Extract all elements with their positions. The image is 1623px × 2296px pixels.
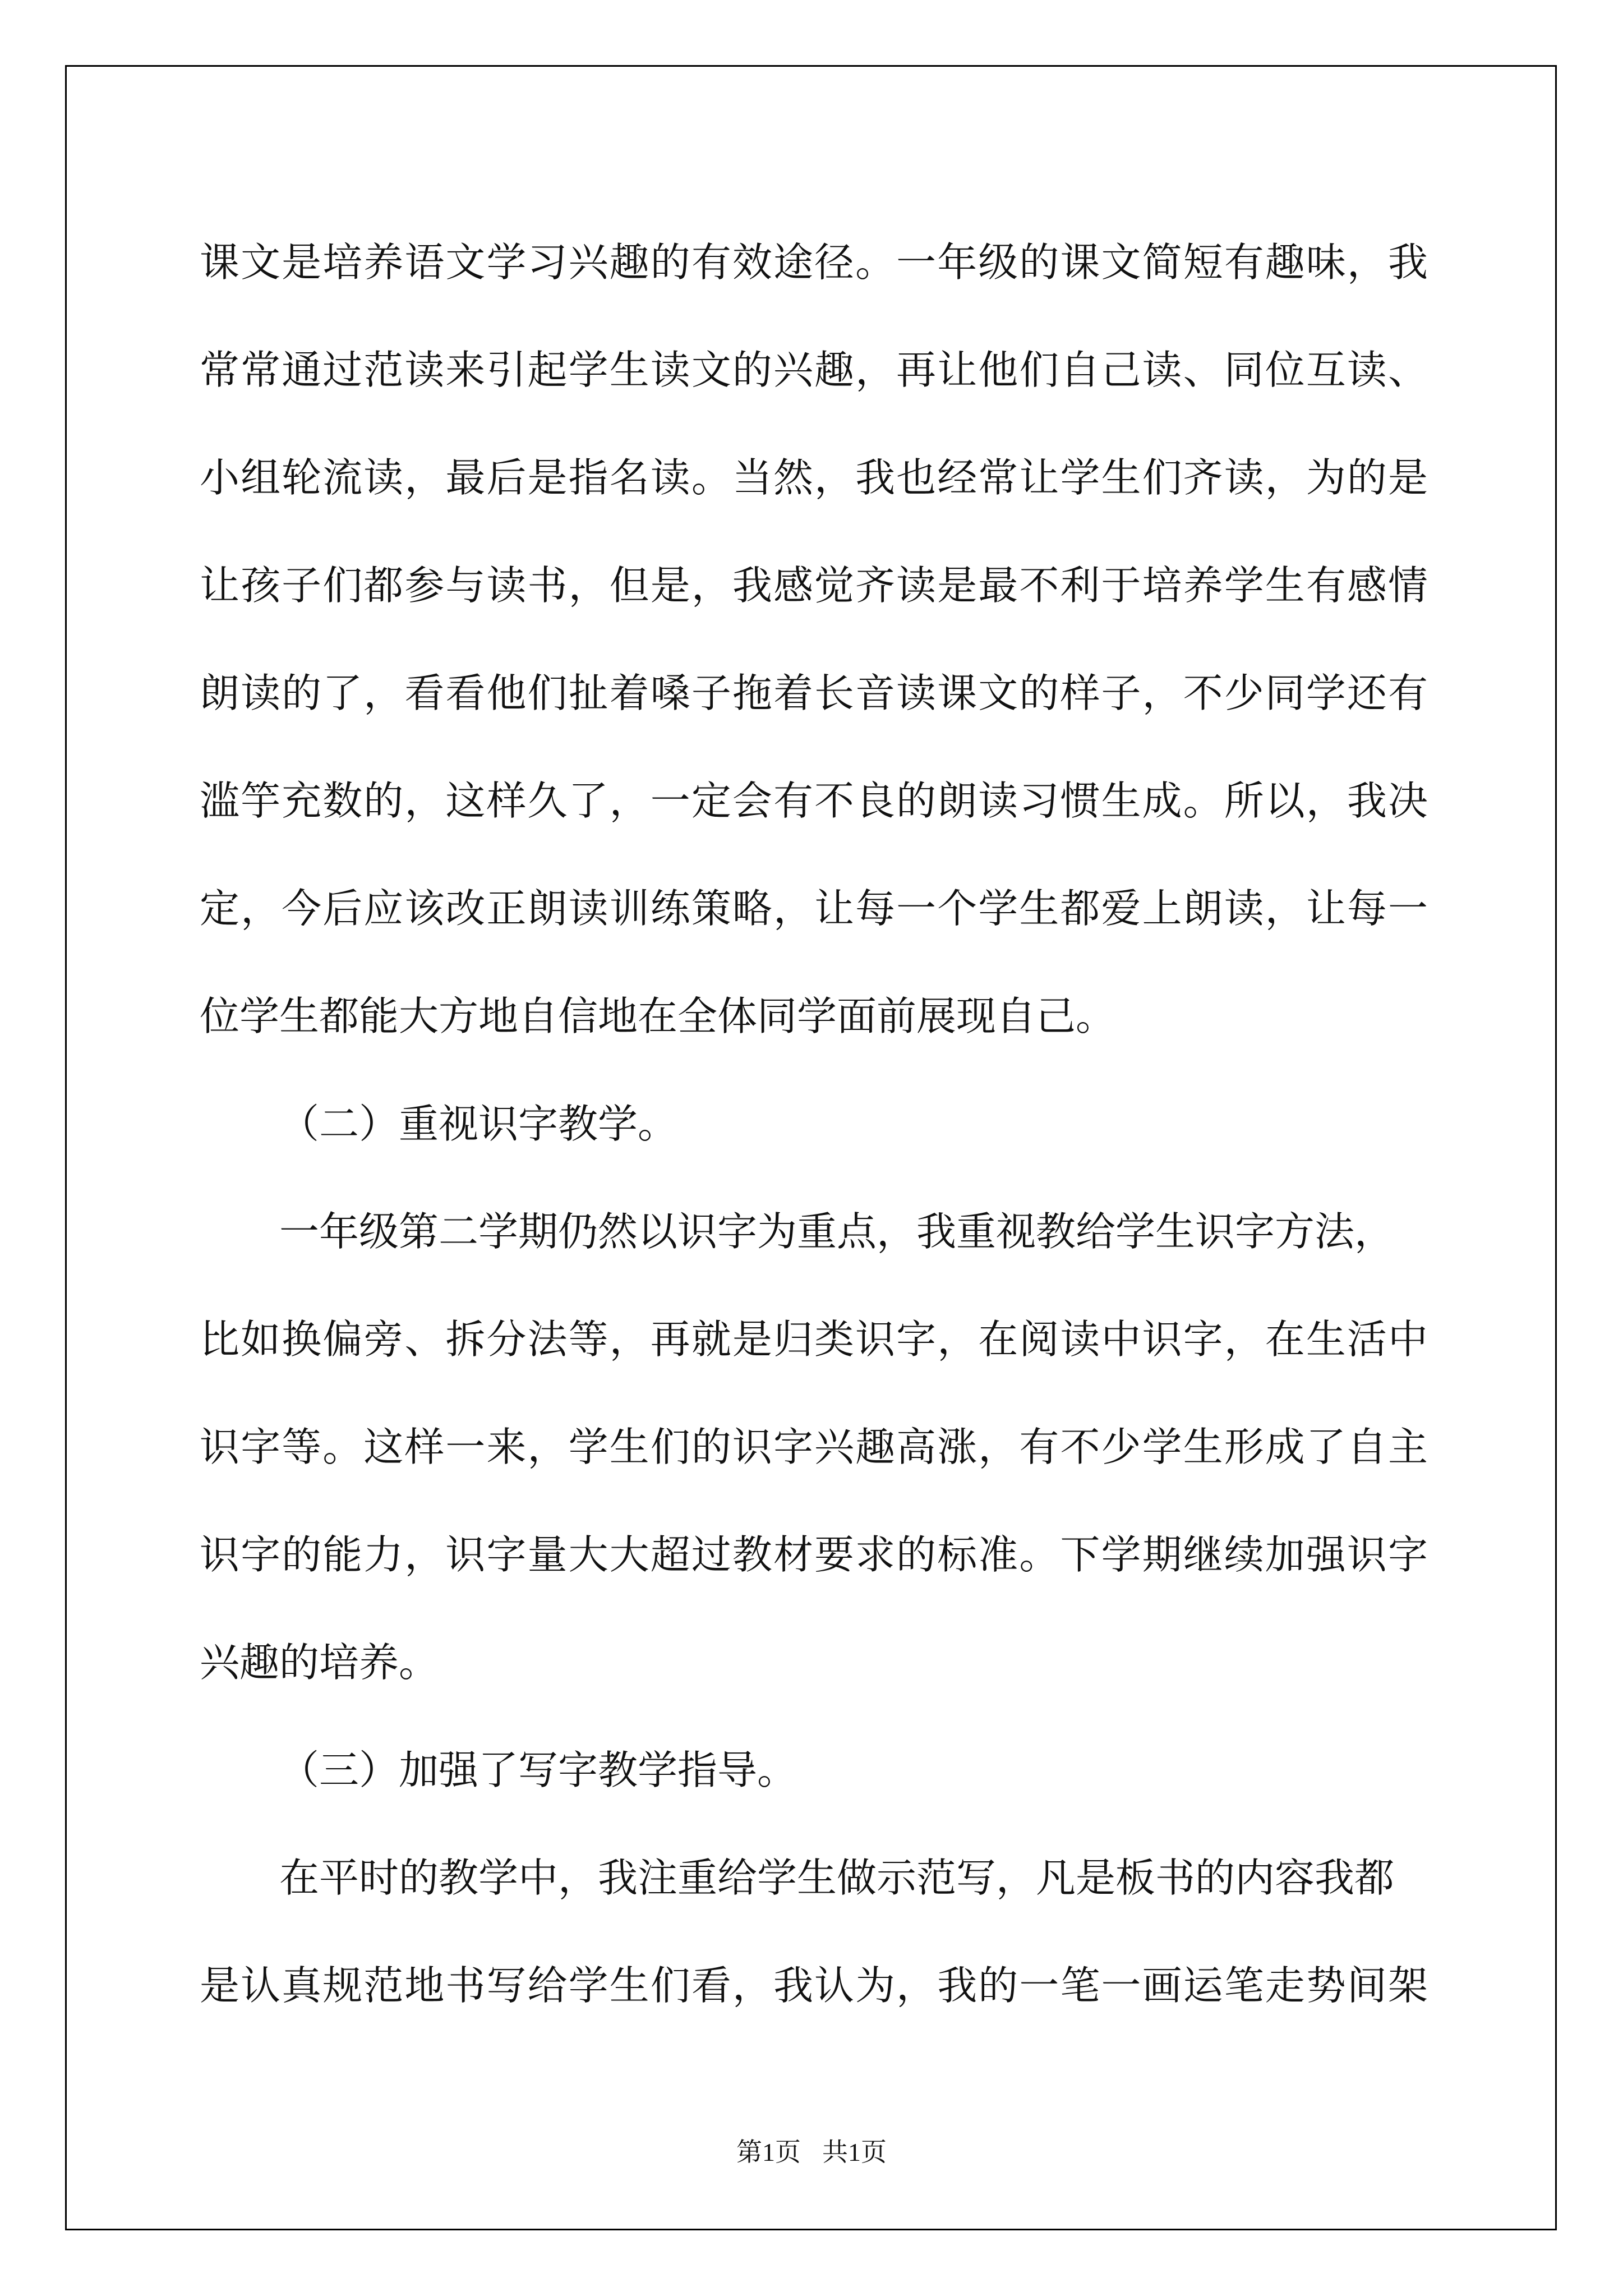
section-heading-2: （二）重视识字教学。 <box>279 1101 678 1147</box>
text-line-7: 定，今后应该改正朗读训练策略，让每一个学生都爱上朗读，让每一 <box>200 885 1428 932</box>
text-line-6: 滥竽充数的，这样久了，一定会有不良的朗读习惯生成。所以，我决 <box>200 777 1428 824</box>
text-line-4: 让孩子们都参与读书，但是，我感觉齐读是最不利于培养学生有感情 <box>200 562 1428 609</box>
text-line-3: 小组轮流读，最后是指名读。当然，我也经常让学生们齐读，为的是 <box>200 454 1428 501</box>
text-line-5: 朗读的了，看看他们扯着嗓子拖着长音读课文的样子，不少同学还有 <box>200 670 1428 716</box>
text-line-16: 在平时的教学中，我注重给学生做示范写，凡是板书的内容我都 <box>279 1855 1395 1901</box>
section-heading-3: （三）加强了写字教学指导。 <box>279 1747 797 1793</box>
page-number: 第1页 <box>736 2138 801 2166</box>
text-line-11: 比如换偏旁、拆分法等，再就是归类识字，在阅读中识字，在生活中 <box>200 1316 1428 1363</box>
text-line-12: 识字等。这样一来，学生们的识字兴趣高涨，有不少学生形成了自主 <box>200 1424 1428 1470</box>
page-footer <box>0 2132 1623 2169</box>
text-line-1: 课文是培养语文学习兴趣的有效途径。一年级的课文简短有趣味，我 <box>200 239 1428 286</box>
text-line-13: 识字的能力，识字量大大超过教材要求的标准。下学期继续加强识字 <box>200 1531 1428 1578</box>
page-total: 共1页 <box>822 2138 887 2166</box>
text-line-2: 常常通过范读来引起学生读文的兴趣，再让他们自己读、同位互读、 <box>200 347 1428 393</box>
text-line-8: 位学生都能大方地自信地在全体同学面前展现自己。 <box>200 993 1116 1039</box>
document-body <box>200 209 1428 2040</box>
text-line-10: 一年级第二学期仍然以识字为重点，我重视教给学生识字方法， <box>279 1208 1395 1255</box>
text-line-14: 兴趣的培养。 <box>200 1639 439 1686</box>
text-line-17: 是认真规范地书写给学生们看，我认为，我的一笔一画运笔走势间架 <box>200 1962 1428 2009</box>
